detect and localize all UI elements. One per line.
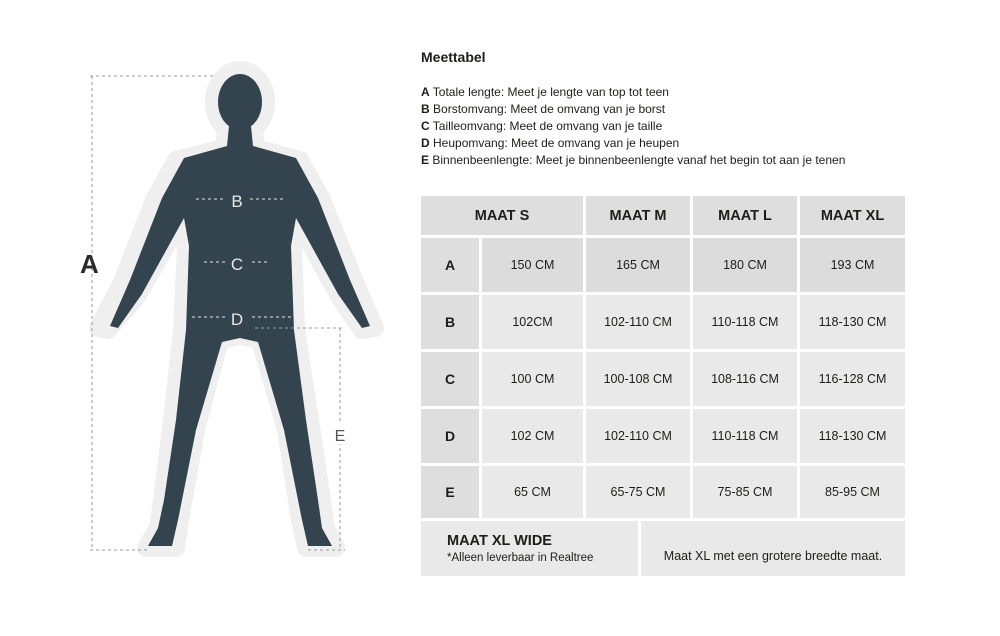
legend-letter: A — [421, 85, 430, 99]
table-cell: 102CM — [482, 295, 583, 349]
table-cell: 102-110 CM — [586, 409, 690, 463]
table-cell: 118-130 CM — [800, 409, 905, 463]
table-cell: 116-128 CM — [800, 352, 905, 406]
legend-item-b — [421, 101, 845, 118]
legend-letter: E — [421, 153, 430, 167]
label-b: B — [231, 192, 243, 211]
table-cell: 65-75 CM — [586, 466, 690, 518]
row-label-a: A — [421, 238, 479, 292]
row-label-b: B — [421, 295, 479, 349]
table-cell: 180 CM — [693, 238, 797, 292]
legend-text: Tailleomvang: Meet de omvang van je taille — [432, 119, 663, 133]
label-d: D — [230, 310, 244, 329]
table-cell: 85-95 CM — [800, 466, 905, 518]
xl-wide-title: MAAT XL WIDE — [447, 533, 552, 549]
row-label-d: D — [421, 409, 479, 463]
label-c: C — [230, 255, 244, 274]
legend-letter: C — [421, 119, 430, 133]
header-maat-s: MAAT S — [421, 196, 583, 235]
legend-letter: D — [421, 136, 430, 150]
table-cell: 102 CM — [482, 409, 583, 463]
table-cell: 102-110 CM — [586, 295, 690, 349]
label-a: A — [80, 249, 99, 279]
xl-wide-cell — [421, 521, 638, 576]
legend-item-d — [421, 135, 845, 152]
legend-text: Heupomvang: Meet de omvang van je heupen — [433, 136, 680, 150]
table-cell: 108-116 CM — [693, 352, 797, 406]
row-label-e: E — [421, 466, 479, 518]
measurement-legend — [421, 84, 845, 169]
table-cell: 110-118 CM — [693, 409, 797, 463]
table-cell: 150 CM — [482, 238, 583, 292]
header-maat-xl: MAAT XL — [800, 196, 905, 235]
legend-text: Binnenbeenlengte: Meet je binnenbeenlengte vanaf het begin tot aan je tenen — [432, 153, 846, 167]
legend-letter: B — [421, 102, 430, 116]
row-label-c: C — [421, 352, 479, 406]
legend-text: Borstomvang: Meet de omvang van je borst — [433, 102, 666, 116]
header-maat-m: MAAT M — [586, 196, 690, 235]
table-cell: 65 CM — [482, 466, 583, 518]
size-table — [421, 196, 905, 576]
legend-item-a — [421, 84, 845, 101]
label-e: E — [334, 428, 346, 445]
page-title: Meettabel — [421, 49, 486, 65]
legend-item-e — [421, 152, 845, 169]
table-cell: 110-118 CM — [693, 295, 797, 349]
table-cell: 118-130 CM — [800, 295, 905, 349]
legend-item-c — [421, 118, 845, 135]
table-cell: 100 CM — [482, 352, 583, 406]
table-cell: 193 CM — [800, 238, 905, 292]
legend-text: Totale lengte: Meet je lengte van top tot teen — [432, 85, 669, 99]
header-maat-l: MAAT L — [693, 196, 797, 235]
body-measurement-figure — [0, 0, 420, 636]
table-cell: 165 CM — [586, 238, 690, 292]
xl-wide-note: *Alleen leverbaar in Realtree — [447, 552, 594, 564]
table-cell: 100-108 CM — [586, 352, 690, 406]
table-cell: 75-85 CM — [693, 466, 797, 518]
xl-wide-description: Maat XL met een grotere breedte maat. — [641, 521, 905, 576]
